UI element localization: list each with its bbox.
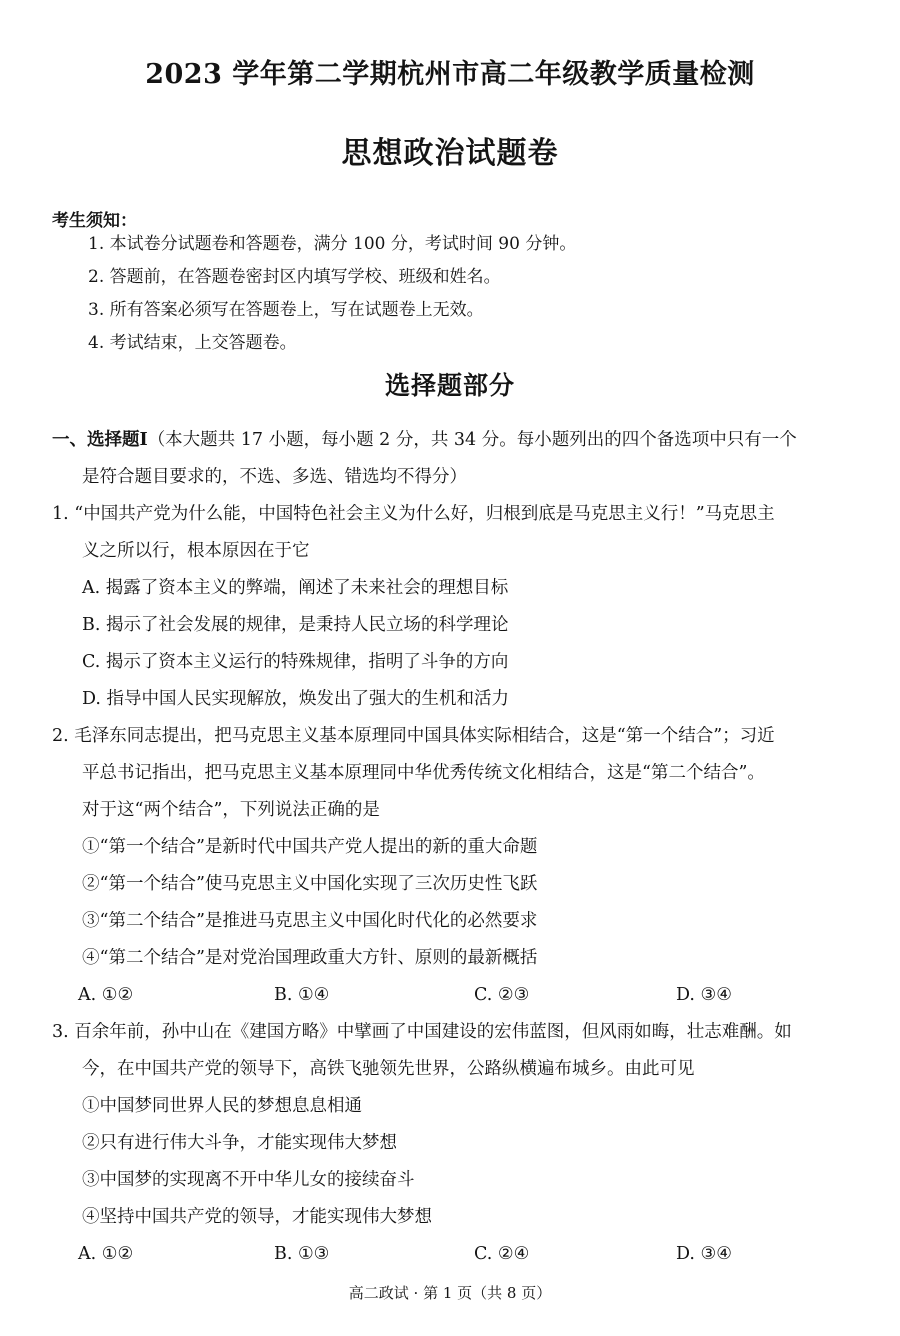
question-1-option-d: D. 指导中国人民实现解放，焕发出了强大的生机和活力	[82, 689, 510, 709]
question-3-statement: ②只有进行伟大斗争，才能实现伟大梦想	[82, 1133, 397, 1153]
notice-item: 3. 所有答案必须写在答题卷上，写在试题卷上无效。	[88, 300, 484, 320]
notice-item: 1. 本试卷分试题卷和答题卷，满分 100 分，考试时间 90 分钟。	[88, 234, 577, 254]
question-3-statement: ③中国梦的实现离不开中华儿女的接续奋斗	[82, 1170, 415, 1190]
subject-title: 思想政治试题卷	[341, 136, 559, 171]
notice-item: 2. 答题前，在答题卷密封区内填写学校、班级和姓名。	[88, 267, 501, 287]
choice-a: A. ①②	[78, 1244, 134, 1264]
choice-d: D. ③④	[676, 985, 732, 1005]
question-1-text: 义之所以行，根本原因在于它	[82, 541, 310, 561]
question-2-text: 2. 毛泽东同志提出，把马克思主义基本原理同中国具体实际相结合，这是“第一个结合”；习近	[52, 726, 775, 746]
notice-item: 4. 考试结束，上交答题卷。	[88, 333, 297, 353]
choice-a: A. ①②	[78, 985, 134, 1005]
part-instructions	[52, 422, 862, 459]
question-1-option-c: C. 揭示了资本主义运行的特殊规律，指明了斗争的方向	[82, 652, 509, 672]
choice-b: B. ①④	[274, 985, 330, 1005]
question-1-text: 1. “中国共产党为什么能，中国特色社会主义为什么好，归根到底是马克思主义行！”马克思主	[52, 504, 775, 524]
question-2-statement: ③“第二个结合”是推进马克思主义中国化时代化的必然要求	[82, 911, 538, 931]
part-desc: （本大题共 17 小题，每小题 2 分，共 34 分。每小题列出的四个备选项中只有一个	[147, 430, 797, 450]
question-2-statement: ①“第一个结合”是新时代中国共产党人提出的新的重大命题	[82, 837, 538, 857]
question-2-statement: ②“第一个结合”使马克思主义中国化实现了三次历史性飞跃	[82, 874, 538, 894]
choice-c: C. ②④	[474, 1244, 530, 1264]
question-3-statement: ①中国梦同世界人民的梦想息息相通	[82, 1096, 362, 1116]
question-3-choices	[52, 1236, 862, 1273]
question-3-text: 今，在中国共产党的领导下，高铁飞驰领先世界，公路纵横遍布城乡。由此可见	[82, 1059, 695, 1079]
question-3-statement: ④坚持中国共产党的领导，才能实现伟大梦想	[82, 1207, 432, 1227]
question-3-text: 3. 百余年前，孙中山在《建国方略》中擘画了中国建设的宏伟蓝图，但风雨如晦，壮志难酬。如	[52, 1022, 792, 1042]
page-footer: 高二政试 · 第 1 页（共 8 页）	[348, 1284, 552, 1302]
question-2-text: 平总书记指出，把马克思主义基本原理同中华优秀传统文化相结合，这是“第二个结合”。	[82, 763, 765, 783]
part-label: 一、选择题Ⅰ	[52, 430, 148, 450]
section-title: 选择题部分	[384, 371, 515, 400]
question-2-statement: ④“第二个结合”是对党治国理政重大方针、原则的最新概括	[82, 948, 538, 968]
notice-list	[88, 228, 868, 360]
exam-title: 2023 学年第二学期杭州市高二年级教学质量检测	[145, 59, 755, 90]
notice-heading: 考生须知：	[52, 211, 137, 231]
question-2-text: 对于这“两个结合”，下列说法正确的是	[82, 800, 380, 820]
question-2-choices	[52, 977, 862, 1014]
choice-c: C. ②③	[474, 985, 530, 1005]
question-content	[52, 422, 862, 1273]
part-desc-cont: 是符合题目要求的，不选、多选、错选均不得分）	[82, 467, 467, 487]
choice-d: D. ③④	[676, 1244, 732, 1264]
question-1-option-a: A. 揭露了资本主义的弊端，阐述了未来社会的理想目标	[82, 578, 509, 598]
choice-b: B. ①③	[274, 1244, 330, 1264]
question-1-option-b: B. 揭示了社会发展的规律，是秉持人民立场的科学理论	[82, 615, 509, 635]
